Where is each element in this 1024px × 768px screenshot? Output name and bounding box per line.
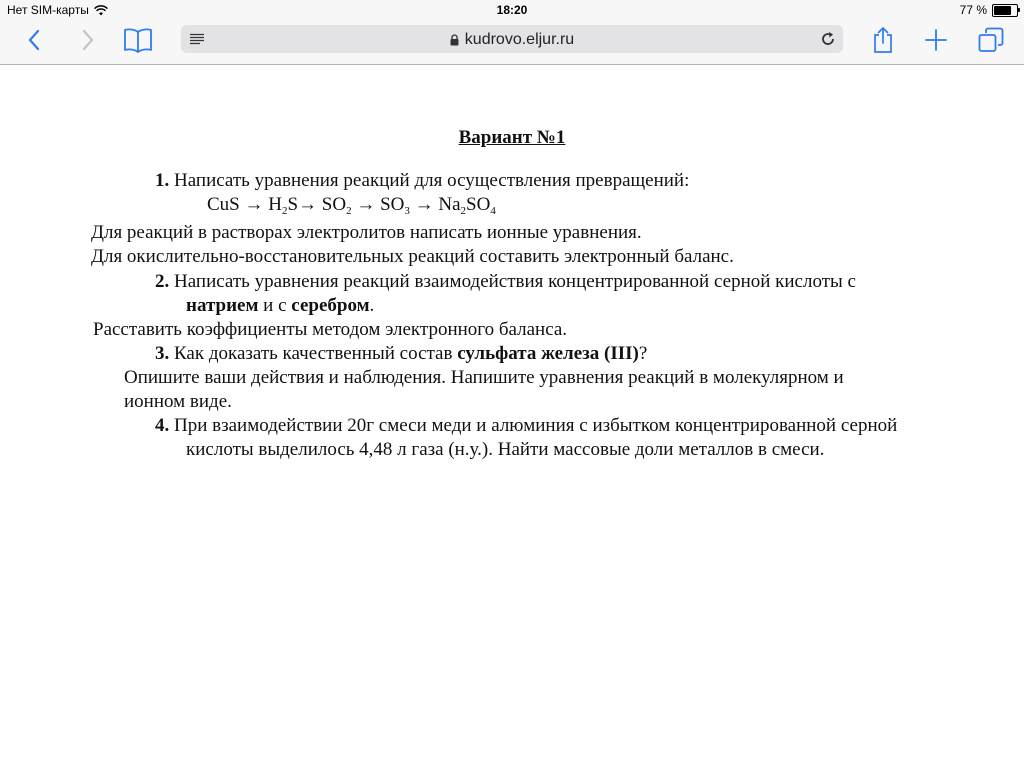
task2-text: Написать уравнения реакций взаимодействия концентрированной серной кислоты с bbox=[174, 271, 856, 292]
chain-part-c: → SO bbox=[351, 194, 405, 215]
task3-number: 3. bbox=[155, 343, 170, 364]
task3-line3: ионном виде. bbox=[124, 391, 232, 412]
bookmarks-icon bbox=[123, 27, 153, 53]
task1-number: 1. bbox=[155, 170, 170, 191]
chain-sub-e: 4 bbox=[490, 205, 496, 217]
task2-note: Расставить коэффициенты методом электронного баланса. bbox=[93, 319, 568, 340]
task1-text: Написать уравнения реакций для осуществления превращений: bbox=[174, 170, 690, 191]
chain-sub-a: 2 bbox=[281, 205, 288, 217]
chain-part-e: SO bbox=[466, 194, 491, 215]
task1-chain bbox=[207, 194, 496, 216]
task1-note2: Для окислительно-восстановительных реакций составить электронный баланс. bbox=[91, 246, 734, 267]
forward-button[interactable] bbox=[70, 24, 106, 56]
chain-sub-c: 3 bbox=[404, 205, 410, 217]
status-right bbox=[960, 3, 1018, 17]
bookmarks-button[interactable] bbox=[120, 24, 156, 56]
task3-line2: Опишите ваши действия и наблюдения. Напишите уравнения реакций в молекулярном и bbox=[124, 367, 844, 388]
status-bar bbox=[0, 0, 1024, 20]
clock: 18:20 bbox=[496, 3, 528, 17]
chain-part-b: S→ SO bbox=[287, 194, 347, 215]
url-display bbox=[181, 31, 843, 49]
document-page bbox=[0, 65, 1024, 768]
url-text: kudrovo.eljur.ru bbox=[464, 31, 575, 48]
back-icon bbox=[27, 29, 41, 51]
task2-number: 2. bbox=[155, 271, 170, 292]
new-tab-button[interactable] bbox=[918, 24, 954, 56]
task4-line1: При взаимодействии 20г смеси меди и алюминия с избытком концентрированной серной bbox=[174, 415, 898, 436]
task1-line bbox=[155, 170, 689, 192]
task4-line2: кислоты выделилось 4,48 л газа (н.у.). Найти массовые доли металлов в смеси. bbox=[186, 439, 825, 460]
reload-button[interactable] bbox=[819, 30, 837, 48]
share-button[interactable] bbox=[865, 24, 901, 56]
chain-part-d: → Na bbox=[409, 194, 461, 215]
page-title: Вариант №1 bbox=[458, 127, 566, 148]
tabs-icon bbox=[978, 27, 1004, 53]
task2-bold2: серебром bbox=[291, 295, 370, 316]
browser-toolbar bbox=[0, 20, 1024, 65]
task3-bold: сульфата железа (III) bbox=[457, 343, 639, 364]
battery-icon bbox=[992, 4, 1018, 17]
task3-text: Как доказать качественный состав bbox=[174, 343, 458, 364]
task4-line bbox=[155, 415, 897, 437]
battery-percent: 77 % bbox=[959, 3, 987, 17]
task4-number: 4. bbox=[155, 415, 170, 436]
task3-end: ? bbox=[638, 343, 648, 364]
lock-icon bbox=[450, 34, 459, 46]
tabs-button[interactable] bbox=[973, 24, 1009, 56]
task2-end: . bbox=[369, 295, 375, 316]
carrier-label: Нет SIM-карты bbox=[7, 3, 89, 17]
back-button[interactable] bbox=[16, 24, 52, 56]
task2-mid: и с bbox=[258, 295, 292, 316]
task2-line bbox=[155, 271, 856, 293]
battery-fill bbox=[994, 6, 1011, 15]
chain-sub-b: 2 bbox=[346, 205, 352, 217]
chain-part-a: CuS → H bbox=[207, 194, 282, 215]
chain-sub-d: 2 bbox=[460, 205, 467, 217]
forward-icon bbox=[81, 29, 95, 51]
task1-note1: Для реакций в растворах электролитов написать ионные уравнения. bbox=[91, 222, 642, 243]
task3-line bbox=[155, 343, 647, 365]
task2-bold1: натрием bbox=[186, 295, 259, 316]
address-bar[interactable] bbox=[181, 25, 843, 53]
new-tab-icon bbox=[925, 29, 947, 51]
reload-icon bbox=[820, 31, 836, 47]
share-icon bbox=[872, 26, 894, 54]
task2-line2 bbox=[186, 295, 374, 317]
